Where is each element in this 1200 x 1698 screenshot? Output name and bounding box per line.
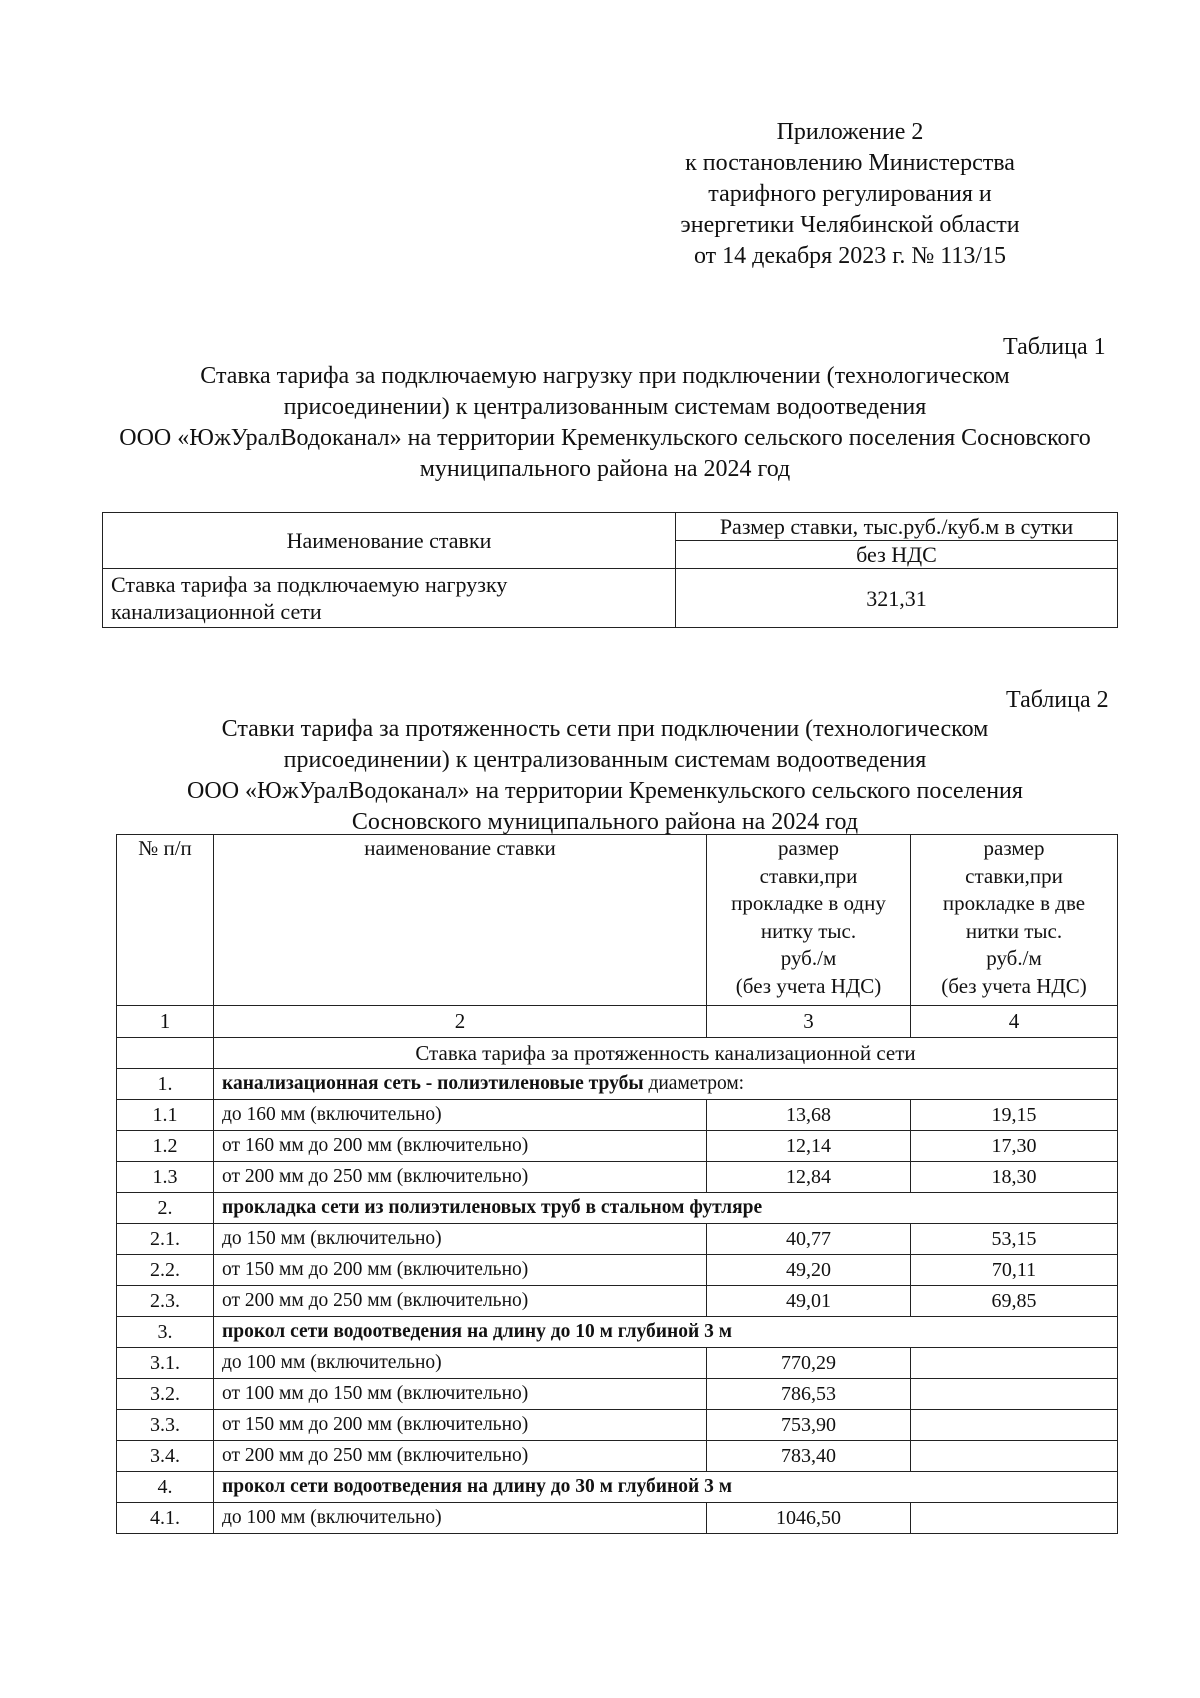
table2-header-one-line: нитку тыс. (760, 918, 857, 943)
table2-row-two-thread (911, 1441, 1118, 1472)
table2-header-one-line: руб./м (780, 946, 837, 970)
table2-row-no: 1.2 (117, 1131, 214, 1162)
table1-title-line: муниципального района на 2024 год (419, 456, 791, 482)
table2-group-no: 4. (117, 1472, 214, 1503)
table1-header-size: Размер ставки, тыс.руб./куб.м в сутки (676, 513, 1118, 541)
table2-group-title (214, 1069, 1118, 1100)
table2-section-row (117, 1038, 1118, 1069)
table2-row-two-thread (911, 1379, 1118, 1410)
table2-group-row (117, 1472, 1118, 1503)
table2-row-no: 1.1 (117, 1100, 214, 1131)
table2-header-one-line: ставки,при (759, 863, 858, 888)
table1 (102, 512, 1118, 628)
table-row (117, 1224, 1118, 1255)
table-row (117, 1441, 1118, 1472)
table2-row-no: 2.1. (117, 1224, 214, 1255)
table2-header-no: № п/п (117, 835, 214, 1006)
table2-title (40, 714, 1170, 838)
table2-row-two-thread: 19,15 (911, 1100, 1118, 1131)
table2-section-title: Ставка тарифа за протяженность канализационной сети (214, 1038, 1118, 1069)
table-row (117, 1255, 1118, 1286)
table2-group-title (214, 1317, 1118, 1348)
table2-header-two (911, 835, 1118, 1006)
table2-row-one-thread: 770,29 (707, 1348, 911, 1379)
table2-column-numbers-row (117, 1006, 1118, 1038)
table2-header-one-line: размер (778, 836, 839, 860)
table2-header-row (117, 835, 1118, 1006)
table2-header-two-line: (без учета НДС) (941, 973, 1087, 998)
table2 (116, 834, 1118, 1534)
table2-row-two-thread: 18,30 (911, 1162, 1118, 1193)
table-row (117, 1162, 1118, 1193)
appendix-line: тарифного регулирования и (708, 181, 992, 207)
table2-title-line: Ставки тарифа за протяженность сети при подключении (технологическом (221, 716, 989, 742)
table2-group-title (214, 1193, 1118, 1224)
table2-colnum: 3 (707, 1006, 911, 1038)
table2-row-name: до 160 мм (включительно) (214, 1100, 707, 1131)
table2-row-two-thread: 53,15 (911, 1224, 1118, 1255)
table2-header-two-line: руб./м (986, 946, 1042, 970)
table2-row-no: 2.3. (117, 1286, 214, 1317)
table2-group-title-rest: диаметром: (643, 1073, 745, 1094)
table2-row-name: от 200 мм до 250 мм (включительно) (214, 1162, 707, 1193)
table2-row-one-thread: 13,68 (707, 1100, 911, 1131)
appendix-line: к постановлению Министерства (685, 150, 1015, 176)
table2-header-two-line: прокладке в две (942, 891, 1086, 915)
table2-row-one-thread: 49,01 (707, 1286, 911, 1317)
table2-group-row (117, 1069, 1118, 1100)
table2-group-title (214, 1472, 1118, 1503)
table2-row-name: от 160 мм до 200 мм (включительно) (214, 1131, 707, 1162)
table-row (117, 1503, 1118, 1534)
table2-row-name: от 150 мм до 200 мм (включительно) (214, 1255, 707, 1286)
table2-row-no: 3.1. (117, 1348, 214, 1379)
table-row (117, 1410, 1118, 1441)
table2-group-row (117, 1317, 1118, 1348)
appendix-line: Приложение 2 (776, 119, 924, 145)
table2-header-one (707, 835, 911, 1006)
table1-row-name-line: Ставка тарифа за подключаемую нагрузку (111, 572, 508, 597)
table2-row-one-thread: 783,40 (707, 1441, 911, 1472)
table2-group-no: 1. (117, 1069, 214, 1100)
table2-row-no: 4.1. (117, 1503, 214, 1534)
table2-row-one-thread: 12,14 (707, 1131, 911, 1162)
table-row (117, 1100, 1118, 1131)
table2-group-no: 2. (117, 1193, 214, 1224)
table2-row-no: 1.3 (117, 1162, 214, 1193)
table2-group-no: 3. (117, 1317, 214, 1348)
table2-row-no: 3.3. (117, 1410, 214, 1441)
table2-row-name: от 200 мм до 250 мм (включительно) (214, 1441, 707, 1472)
table2-header-two-line: размер (983, 836, 1045, 860)
table-row (117, 1131, 1118, 1162)
table1-header-size-sub: без НДС (676, 541, 1118, 569)
table2-group-title-bold: канализационная сеть - полиэтиленовые трубы (222, 1073, 644, 1094)
table1-header-name: Наименование ставки (103, 513, 676, 569)
table2-header-name: наименование ставки (214, 835, 707, 1006)
table2-row-two-thread: 70,11 (911, 1255, 1118, 1286)
table2-colnum: 1 (117, 1006, 214, 1038)
table2-row-no: 3.2. (117, 1379, 214, 1410)
table1-title-line: Ставка тарифа за подключаемую нагрузку при подключении (технологическом (200, 363, 1010, 389)
table1-title-line: присоединении) к централизованным системам водоотведения (283, 394, 927, 420)
appendix-header (655, 117, 1045, 272)
table2-title-line: присоединении) к централизованным системам водоотведения (283, 747, 927, 773)
table2-header-two-line: ставки,при (965, 863, 1063, 888)
table2-colnum: 4 (911, 1006, 1118, 1038)
table-row (117, 1379, 1118, 1410)
table2-row-two-thread (911, 1348, 1118, 1379)
table2-row-one-thread: 1046,50 (707, 1503, 911, 1534)
table2-row-name: до 100 мм (включительно) (214, 1348, 707, 1379)
table2-row-two-thread: 17,30 (911, 1131, 1118, 1162)
table2-row-two-thread (911, 1410, 1118, 1441)
table2-row-one-thread: 786,53 (707, 1379, 911, 1410)
table1-row-value: 321,31 (676, 569, 1118, 628)
table2-row-one-thread: 49,20 (707, 1255, 911, 1286)
table2-row-two-thread: 69,85 (911, 1286, 1118, 1317)
table1-title (40, 361, 1170, 485)
table2-row-name: до 100 мм (включительно) (214, 1503, 707, 1534)
table2-header-two-line: нитки тыс. (965, 918, 1063, 943)
table2-row-name: от 150 мм до 200 мм (включительно) (214, 1410, 707, 1441)
table2-header-one-line: (без учета НДС) (735, 973, 882, 998)
table2-row-one-thread: 753,90 (707, 1410, 911, 1441)
table2-row-one-thread: 40,77 (707, 1224, 911, 1255)
table1-title-line: ООО «ЮжУралВодоканал» на территории Кременкульского сельского поселения Сосновского (119, 425, 1091, 451)
table1-row-name (103, 569, 676, 628)
table2-group-row (117, 1193, 1118, 1224)
table2-group-title-bold: прокол сети водоотведения на длину до 30 м глубиной 3 м (222, 1476, 733, 1497)
table2-colnum: 2 (214, 1006, 707, 1038)
table2-group-title-bold: прокол сети водоотведения на длину до 10 м глубиной 3 м (222, 1321, 733, 1342)
table1-label: Таблица 1 (1003, 334, 1106, 360)
table2-group-title-bold: прокладка сети из полиэтиленовых труб в стальном футляре (222, 1197, 763, 1218)
table2-row-no: 2.2. (117, 1255, 214, 1286)
table2-section-empty (117, 1038, 214, 1069)
table2-title-line: ООО «ЮжУралВодоканал» на территории Кременкульского сельского поселения (187, 778, 1023, 804)
table-row (117, 1348, 1118, 1379)
table2-label: Таблица 2 (1006, 687, 1109, 713)
appendix-line: энергетики Челябинской области (680, 212, 1020, 238)
table2-header-one-line: прокладке в одну (731, 891, 886, 915)
table2-row-name: до 150 мм (включительно) (214, 1224, 707, 1255)
appendix-line: от 14 декабря 2023 г. № 113/15 (693, 243, 1007, 269)
table2-row-two-thread (911, 1503, 1118, 1534)
table2-row-no: 3.4. (117, 1441, 214, 1472)
table2-row-one-thread: 12,84 (707, 1162, 911, 1193)
table1-row-name-line: канализационной сети (111, 599, 322, 624)
table2-row-name: от 200 мм до 250 мм (включительно) (214, 1286, 707, 1317)
table2-title-line: Сосновского муниципального района на 2024 год (351, 809, 859, 835)
table-row (117, 1286, 1118, 1317)
table2-row-name: от 100 мм до 150 мм (включительно) (214, 1379, 707, 1410)
